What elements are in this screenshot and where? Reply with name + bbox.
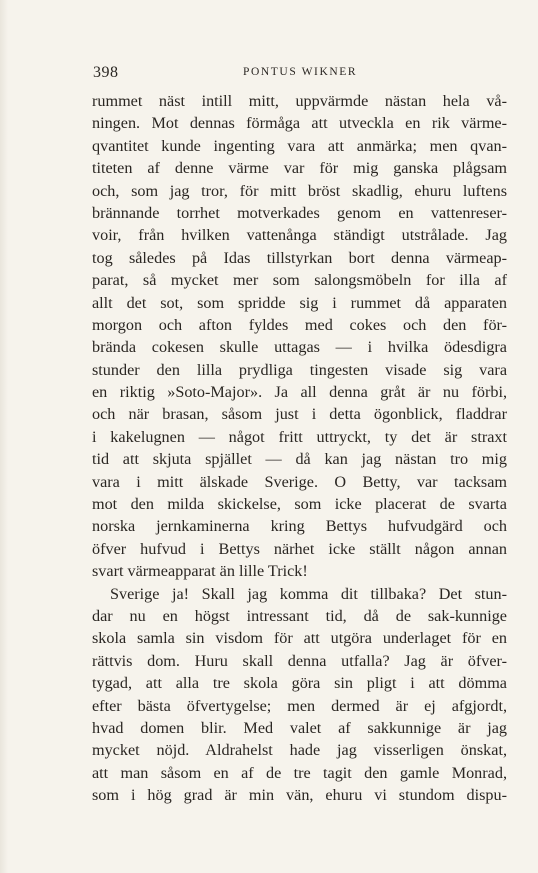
text-line: stunder den lilla prydliga tingesten visade sig vara (92, 360, 507, 379)
text-line: skola samla sin visdom för att utgöra underlaget för en (92, 629, 507, 648)
text-line: mot den milda skickelse, som icke placerat de svarta (92, 495, 507, 514)
text-line: som i hög grad är min vän, ehuru vi stundom dispu- (92, 786, 507, 805)
text-line: parat, så mycket mer som salongsmöbeln for illa af (92, 271, 507, 290)
text-line: tid att skjuta spjället — då kan jag nästan tro mig (92, 450, 507, 469)
text-line: brännande torrhet motverkades genom en vattenreser- (92, 203, 507, 222)
text-line: att man såsom en af de tre tagit den gamle Monrad, (92, 763, 507, 782)
paragraph-start-line: Sverige ja! Skall jag komma dit tillbaka? Det stun- (110, 584, 507, 603)
paragraph-end-line: svart värmeapparat än lille Trick! (92, 562, 308, 581)
text-line: voir, från hvilken vattenånga ständigt utstrålade. Jag (92, 226, 507, 245)
text-line: titeten af denne värme var för mig ganska plågsam (92, 159, 507, 178)
text-line: ningen. Mot dennas förmåga att utveckla en rik värme- (92, 114, 507, 133)
text-line: en riktig »Soto-Major». Ja all denna gråt är nu förbi, (92, 383, 507, 402)
running-head: PONTUS WIKNER (243, 66, 358, 78)
text-line: brända cokesen skulle uttagas — i hvilka ödesdigra (92, 338, 507, 357)
text-line: dar nu en högst intressant tid, då de sak-kunnige (92, 606, 507, 625)
text-line: hvad domen blir. Med valet af sakkunnige är jag (92, 718, 507, 737)
body-text (92, 90, 507, 807)
text-line: rättvis dom. Huru skall denna utfalla? Jag är öfver- (92, 651, 507, 670)
text-line: morgon och afton fyldes med cokes och den för- (92, 315, 507, 334)
page-number: 398 (93, 64, 119, 81)
text-line: rummet näst intill mitt, uppvärmde nästan hela vå- (92, 92, 507, 110)
text-line: efter bästa öfvertygelse; men dermed är ej afgjordt, (92, 696, 507, 715)
text-line: tygad, att alla tre skola göra sin pligt i att dömma (92, 674, 507, 693)
text-line: tog således på Idas tillstyrkan bort denna värmeap- (92, 248, 507, 267)
text-line: mycket nöjd. Aldrahelst hade jag visserligen önskat, (92, 741, 507, 760)
text-line: och när brasan, såsom just i detta ögonblick, fladdrar (92, 405, 507, 424)
text-line: vara i mitt älskade Sverige. O Betty, var tacksam (92, 472, 507, 491)
text-line: och, som jag tror, för mitt bröst skadlig, ehuru luftens (92, 181, 507, 200)
text-line: qvantitet kunde ingenting vara att anmärka; men qvan- (92, 136, 507, 155)
text-line: norska jernkaminerna kring Bettys hufvudgärd och (92, 517, 507, 536)
text-line: i kakelugnen — något fritt uttryckt, ty det är straxt (92, 427, 507, 446)
text-line: allt det sot, som spridde sig i rummet då apparaten (92, 293, 507, 312)
page-header (93, 62, 509, 86)
page-edge-shadow (0, 0, 8, 873)
text-line: öfver hufvud i Bettys närhet icke ställt någon annan (92, 539, 507, 558)
